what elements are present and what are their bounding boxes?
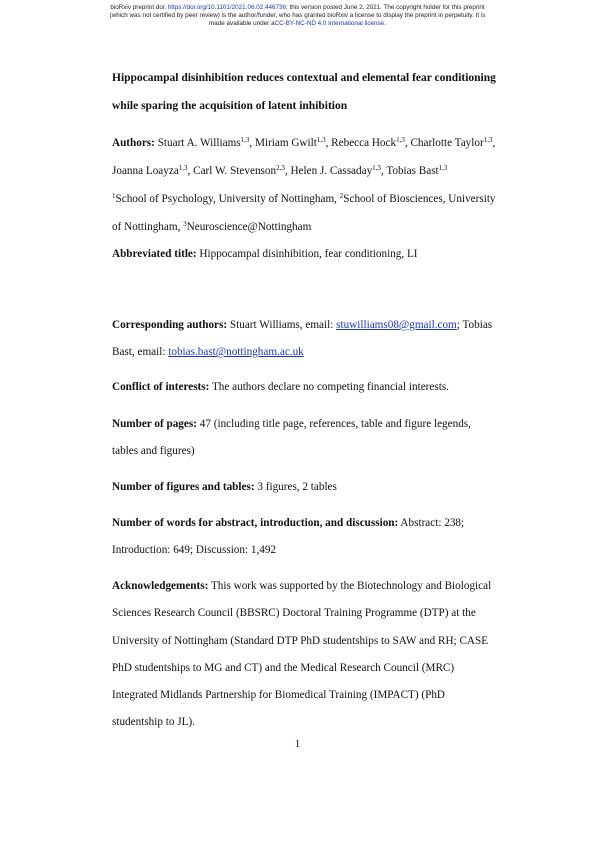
affiliation-text: of Nottingham, (112, 221, 184, 233)
affiliation-text: Neuroscience@Nottingham (186, 221, 312, 233)
paper-title-line-1: Hippocampal disinhibition reduces contextual and elemental fear conditioning (112, 72, 496, 84)
email-link-williams[interactable]: stuwilliams08@gmail.com (336, 319, 457, 331)
corresponding-authors-line-1 (112, 319, 492, 331)
affiliation-text: School of Biosciences, University (343, 193, 496, 205)
header-text: . (384, 20, 386, 27)
affiliation-text: School of Psychology, University of Nottingham, (115, 193, 340, 205)
acknowledgements-text: This work was supported by the Biotechnology and Biological (208, 580, 492, 592)
header-text: bioRxiv preprint doi: (110, 4, 168, 11)
corresponding-text: Stuart Williams, email: (227, 319, 337, 331)
word-counts-label: Number of words for abstract, introduction, and discussion: (112, 517, 399, 529)
conflict-of-interests (112, 381, 449, 393)
author-name: , Charlotte Taylor (404, 137, 484, 149)
header-line-3 (40, 20, 555, 28)
author-affiliation-sup: 1,3 (396, 136, 405, 144)
acknowledgements-line-4: PhD studentships to MG and CT) and the Medical Research Council (MRC) (112, 662, 455, 674)
corresponding-text: ; Tobias (456, 319, 493, 331)
word-counts-line-1 (112, 517, 464, 529)
affiliation-sup: 1 (112, 192, 116, 200)
page-number: 1 (294, 738, 301, 750)
author-affiliation-sup: 2,3 (276, 164, 285, 172)
license-link[interactable]: CC-BY-NC-ND 4.0 International license (274, 20, 385, 27)
abbreviated-title (112, 248, 418, 260)
author-affiliation-sup: 1,3 (483, 136, 493, 144)
acknowledgements-line-1 (112, 580, 491, 592)
header-line-2: (which was not certified by peer review) is the author/funder, who has granted bioRxiv a license to display the preprint in perpetuity. It is (109, 12, 486, 19)
preprint-header (40, 4, 555, 28)
number-of-pages-line-2: tables and figures) (112, 445, 195, 457)
author-affiliation-sup: 1,3 (438, 164, 448, 172)
authors-line-1 (112, 137, 495, 149)
paper-title-line-2: while sparing the acquisition of latent inhibition (112, 100, 348, 112)
authors-line-2 (112, 165, 447, 177)
figures-tables-text: 3 figures, 2 tables (254, 481, 337, 493)
acknowledgements-line-6: studentship to JL). (112, 716, 195, 728)
author-affiliation-sup: 1,3 (240, 136, 250, 144)
affiliation-sup: 2 (339, 192, 344, 200)
affiliation-sup: 3 (183, 220, 187, 228)
affiliations-line-1 (112, 193, 496, 205)
author-name: , Miriam Gwilt (249, 137, 317, 149)
word-counts-text: Abstract: 238; (398, 517, 465, 529)
author-name: , Helen J. Cassaday (284, 165, 373, 177)
author-affiliation-sup: 1,3 (178, 164, 188, 172)
word-counts-line-2: Introduction: 649; Discussion: 1,492 (112, 544, 277, 556)
email-link-bast[interactable]: tobias.bast@nottingham.ac.uk (168, 346, 304, 358)
author-name: , Tobias Bast (380, 165, 439, 177)
author-name: , Carl W. Stevenson (187, 165, 277, 177)
number-of-pages-line-1 (112, 418, 471, 430)
header-line-1 (40, 4, 555, 12)
abbreviated-title-label: Abbreviated title: (112, 248, 197, 260)
header-text: made available under a (209, 20, 275, 27)
conflict-label: Conflict of interests: (112, 381, 210, 393)
acknowledgements-line-2: Sciences Research Council (BBSRC) Doctoral Training Programme (DTP) at the (112, 607, 476, 619)
author-affiliation-sup: 1,3 (316, 136, 326, 144)
corresponding-text: Bast, email: (112, 346, 169, 358)
affiliations-line-2 (112, 221, 311, 233)
corresponding-label: Corresponding authors: (112, 319, 228, 331)
conflict-text: The authors declare no competing financial interests. (209, 381, 449, 393)
pages-text: 47 (including title page, references, table and figure legends, (196, 418, 471, 430)
acknowledgements-label: Acknowledgements: (112, 580, 209, 592)
figures-and-tables (112, 481, 337, 493)
acknowledgements-line-3: University of Nottingham (Standard DTP PhD studentships to SAW and RH; CASE (112, 635, 489, 647)
author-name: Joanna Loayza (112, 165, 179, 177)
pages-label: Number of pages: (112, 418, 197, 430)
abbreviated-title-text: Hippocampal disinhibition, fear conditioning, LI (196, 248, 418, 260)
author-name: , Rebecca Hock (325, 137, 397, 149)
author-affiliation-sup: 1,3 (372, 164, 381, 172)
header-text: ; this version posted June 2, 2021. The copyright holder for this preprint (285, 4, 485, 11)
author-name: Stuart A. Williams (154, 137, 241, 149)
corresponding-authors-line-2 (112, 346, 304, 358)
acknowledgements-line-5: Integrated Midlands Partnership for Biomedical Training (IMPACT) (PhD (112, 689, 446, 701)
doi-link[interactable]: https://doi.org/10.1101/2021.06.02.446736 (167, 4, 286, 11)
figures-tables-label: Number of figures and tables: (112, 481, 255, 493)
authors-label: Authors: (112, 137, 155, 149)
author-name: , (492, 137, 496, 149)
